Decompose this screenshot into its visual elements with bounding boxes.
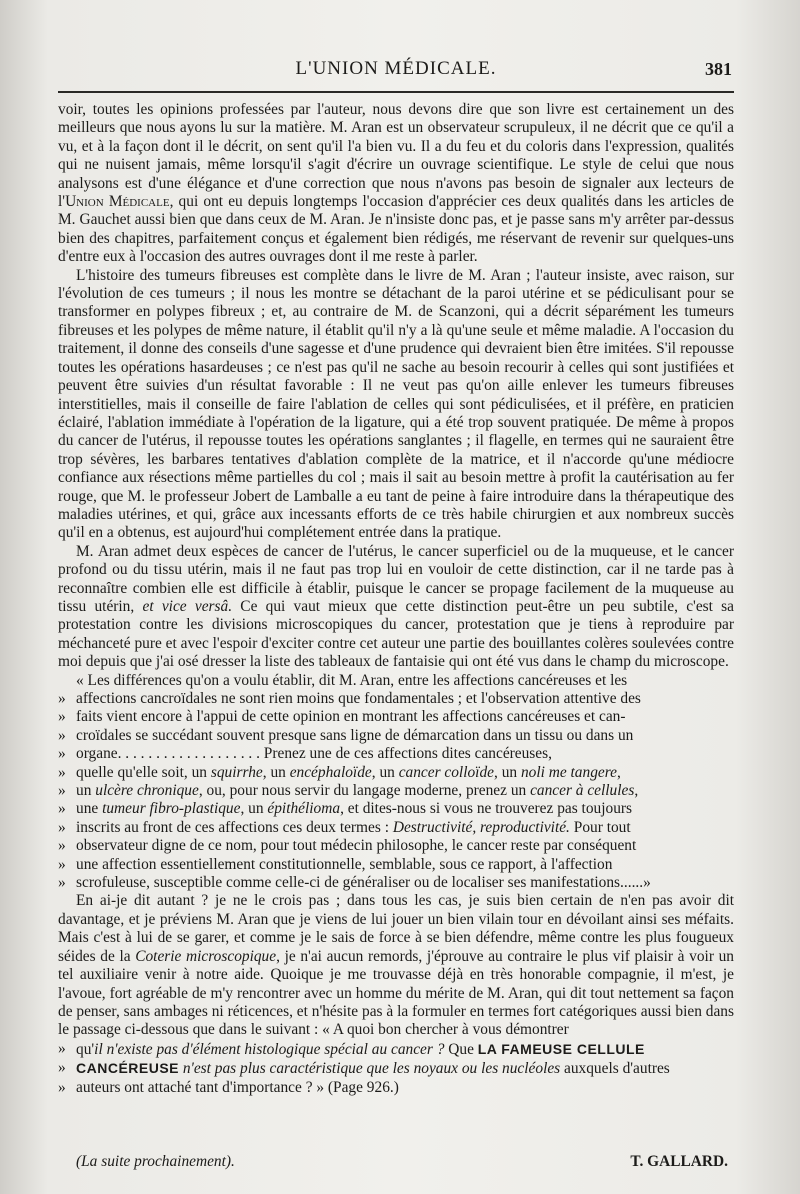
fq1-b: Que — [444, 1040, 478, 1058]
author-signature: T. GALLARD. — [630, 1153, 728, 1170]
quote-line-4: » croïdales se succédant souvent presque sans ligne de démarcation dans un tissu ou dans un — [58, 727, 734, 745]
paragraph-3 — [58, 543, 734, 672]
paragraph-4-italic: Coterie microscopique — [135, 947, 277, 965]
quote-line-3: » faits vient encore à l'appui de cette opinion en montrant les affections cancéreuses et can- — [58, 708, 734, 726]
q9-b: Pour tout — [569, 818, 631, 836]
paragraph-2: L'histoire des tumeurs fibreuses est complète dans le livre de M. Aran ; l'auteur insiste, avec raison, sur l'évolution de ces tumeurs ; il nous les montre se détachant de la paroi utérine et se pédiculisant pour se transformer en polypes fibreux ; et, au contraire de M. de Scanzoni, qui a décrit séparément les tumeurs fibreuses et les polypes de même nature, il établit qu'il n'y a là qu'une seule et même maladie. A l'occasion du traitement, il donne des conseils d'une sagesse et d'une prudence qui devraient bien être imitées. S'il repousse toutes les opérations hasardeuses ; ce n'est pas qu'il ne sache au besoin recourir à celles qui sont justifiées et peuvent être suivies d'un résultat favorable : Il ne veut pas qu'on aille enlever les tumeurs fibreuses interstitielles, mais il conseille de faire l'ablation de celles qui sont pédiculisées, et il préfère, en praticien éclairé, l'ablation immédiate à l'opération de la ligature, qui a été trop souvent pratiquée. De même à propos du cancer de l'utérus, il repousse toutes les opérations sanglantes ; il flagelle, en termes qui ne sauraient être trop sévères, les barbares tentatives d'ablation complète de la matrice, et il n'accorde qu'une médiocre confiance aux résections même partielles du col ; mais il sait au besoin mettre à profit la cautérisation au fer rouge, que M. le professeur Jobert de Lamballe a eu tant de peine à faire introduire dans la thérapeutique des maladies utérines, et qui, grâce aux incessants efforts de ce très habile chirurgien et aux nombreux succès qu'il en a obtenus, est aujourd'hui complétement entrée dans la pratique. — [58, 266, 734, 542]
continued-note: (La suite prochainement). — [76, 1153, 235, 1170]
final-quote-line-1 — [58, 1040, 734, 1059]
q6-i1: squirrhe — [210, 763, 263, 781]
q6-a: quelle qu'elle soit, un — [76, 763, 211, 781]
fq1-caps: LA FAMEUSE CELLULE — [477, 1040, 645, 1057]
paragraph-4-text-a: En ai-je dit autant ? je ne le crois pas ; dans tous les cas, je suis bien certain de n'en pas avoir dit davantage, et je préviens M. Aran que je viens de lui jouer un bien vilain tour en dévoilant ainsi ses méfaits. Mais c'est à lui de se garer, et comme je le sais de force à se bien défendre, même contre les plus fougueux séides de la — [58, 892, 734, 965]
q9-a: inscrits au front de ces affections ces deux termes : — [76, 818, 393, 836]
page-number: 381 — [705, 59, 732, 79]
q6-e: , — [616, 763, 621, 781]
quote-line-12: » scrofuleuse, susceptible comme celle-ci de généraliser ou de localiser ses manifestations......» — [58, 874, 734, 892]
quote-line-6 — [58, 764, 734, 782]
q8-a: une — [76, 800, 103, 818]
running-header — [58, 56, 734, 86]
q6-c: , un — [371, 763, 399, 781]
final-quote-line-3: » auteurs ont attaché tant d'importance ? » (Page 926.) — [58, 1079, 734, 1097]
fq1-a: qu' — [76, 1040, 95, 1058]
final-quote-line-2 — [58, 1059, 734, 1078]
quote-line-8 — [58, 800, 734, 818]
quote-line-1: « Les différences qu'on a voulu établir, dit M. Aran, entre les affections cancéreuses et les — [76, 671, 628, 689]
q6-i2: encéphaloïde — [289, 763, 372, 781]
paragraph-3-text-b: Ce qui vaut mieux que cette distinction peut-être un peu subtile, c'est sa protestation contre les divisions microscopiques du cancer, protestation que je tiens à reproduire par méchanceté pure et avec l'espoir d'exciter contre cet auteur une partie des bouillantes colères soulevées contre moi depuis que j'ai osé dresser la liste des tableaux de fantaisie qui ont été vus dans le champ du microscope. — [58, 597, 735, 671]
fq1-i: il n'existe pas d'élément histologique spécial au cancer ? — [94, 1040, 445, 1058]
q7-i2: cancer à cellules — [530, 782, 635, 800]
q6-i4: noli me tangere — [520, 763, 617, 781]
paragraph-4-text-b: , je n'ai aucun remords, j'éprouve au contraire le plus vif plaisir à voir un tel auxiliaire venir à notre aide. Quoique je me trouvasse déjà en très honorable compagnie, il m'est, je l'avoue, fort agréable de m'y rencontrer avec un homme du mérite de M. Aran, qui dit tout nettement sa façon de penser, sans ambages ni réticences, et n'hésite pas à la formuler en termes fort catégoriques aussi bien dans le passage ci-dessous que dans le suivant : « A quoi bon chercher à vous démontrer — [58, 947, 734, 1039]
quote-line-7 — [58, 782, 734, 800]
fq2-caps: CANCÉREUSE — [76, 1060, 180, 1077]
quote-line-11: » une affection essentiellement constitutionnelle, semblable, sous ce rapport, à l'affection — [58, 856, 734, 874]
header-rule — [58, 91, 734, 93]
paragraph-4 — [58, 892, 734, 1039]
q7-i1: ulcère chronique — [95, 782, 199, 800]
q6-b: , un — [262, 763, 290, 781]
q7-a: un — [76, 782, 96, 800]
q8-i2: épithélioma — [267, 800, 341, 818]
q8-i1: tumeur fibro-plastique — [102, 800, 241, 818]
article-body — [58, 101, 734, 1097]
paragraph-3-text-a: M. Aran admet deux espèces de cancer de l'utérus, le cancer superficiel ou de la muqueuse, et le cancer profond ou du tissu utérin, mais il ne faut pas trop lui en vouloir de cette distinction, car il ne tarde pas à reconnaître combien elle est difficile à établir, puisque le cancer se propage facilement de la muqueuse au tissu utérin, — [58, 542, 734, 615]
q8-b: , un — [240, 800, 268, 818]
q8-c: , et dites-nous si vous ne trouverez pas toujours — [340, 800, 633, 818]
article-footer — [58, 1153, 734, 1177]
q7-c: , — [634, 782, 639, 800]
paragraph-3-italic: et vice versâ. — [142, 597, 233, 615]
quote-line-2: » affections cancroïdales ne sont rien moins que fondamentales ; et l'observation attentive des — [58, 690, 734, 708]
q6-i3: cancer colloïde — [398, 763, 494, 781]
quote-line-5: » organe. . . . . . . . . . . . . . . . . . . Prenez une de ces affections dites cancéreuses, — [58, 745, 734, 763]
quote-line-9 — [58, 819, 734, 837]
q6-d: , un — [494, 763, 521, 781]
aran-quotation — [58, 672, 734, 893]
q7-b: , ou, pour nous servir du langage moderne, prenez un — [198, 782, 531, 800]
paragraph-1-text: voir, toutes les opinions professées par l'auteur, nous devons dire que son livre est certainement un des meilleurs que nous ayons lu sur la matière. M. Aran est un observateur scrupuleux, il ne décrit que ce qu'il a vu, et à la façon dont il le décrit, on sent qu'il l'a bien vu. Il a du feu et du coloris dans l'expression, qualités qui ne nuisent jamais, même lorsqu'il s'agit d'écrire un ouvrage scientifique. Le style de celui que nous analysons est d'une élégance et d'une correction que nous n'avons pas besoin de signaler aux lecteurs de l' — [58, 101, 734, 211]
paragraph-1-tail: , qui ont eu depuis longtemps l'occasion d'apprécier ces deux qualités dans les articles de M. Gauchet aussi bien que dans ceux de M. Aran. Je n'insiste donc pas, et je passe sans m'y arrêter par-dessus bien des chapitres, parfaitement conçus et également bien rédigés, me réservant de revenir sur quelques-uns d'entre eux à l'occasion des autres ouvrages dont il me reste à parler. — [58, 193, 735, 266]
q9-i: Destructivité, reproductivité. — [392, 818, 570, 836]
journal-name: Union Médicale — [65, 193, 170, 211]
paragraph-1 — [58, 101, 734, 267]
fq2-b: auxquels d'autres — [560, 1060, 670, 1078]
journal-title: L'UNION MÉDICALE. — [295, 58, 497, 79]
fq2-i: n'est pas plus caractéristique que les noyaux ou les nucléoles — [179, 1060, 561, 1078]
quote-line-10: » observateur digne de ce nom, pour tout médecin philosophe, le cancer reste par conséquent — [58, 837, 734, 855]
